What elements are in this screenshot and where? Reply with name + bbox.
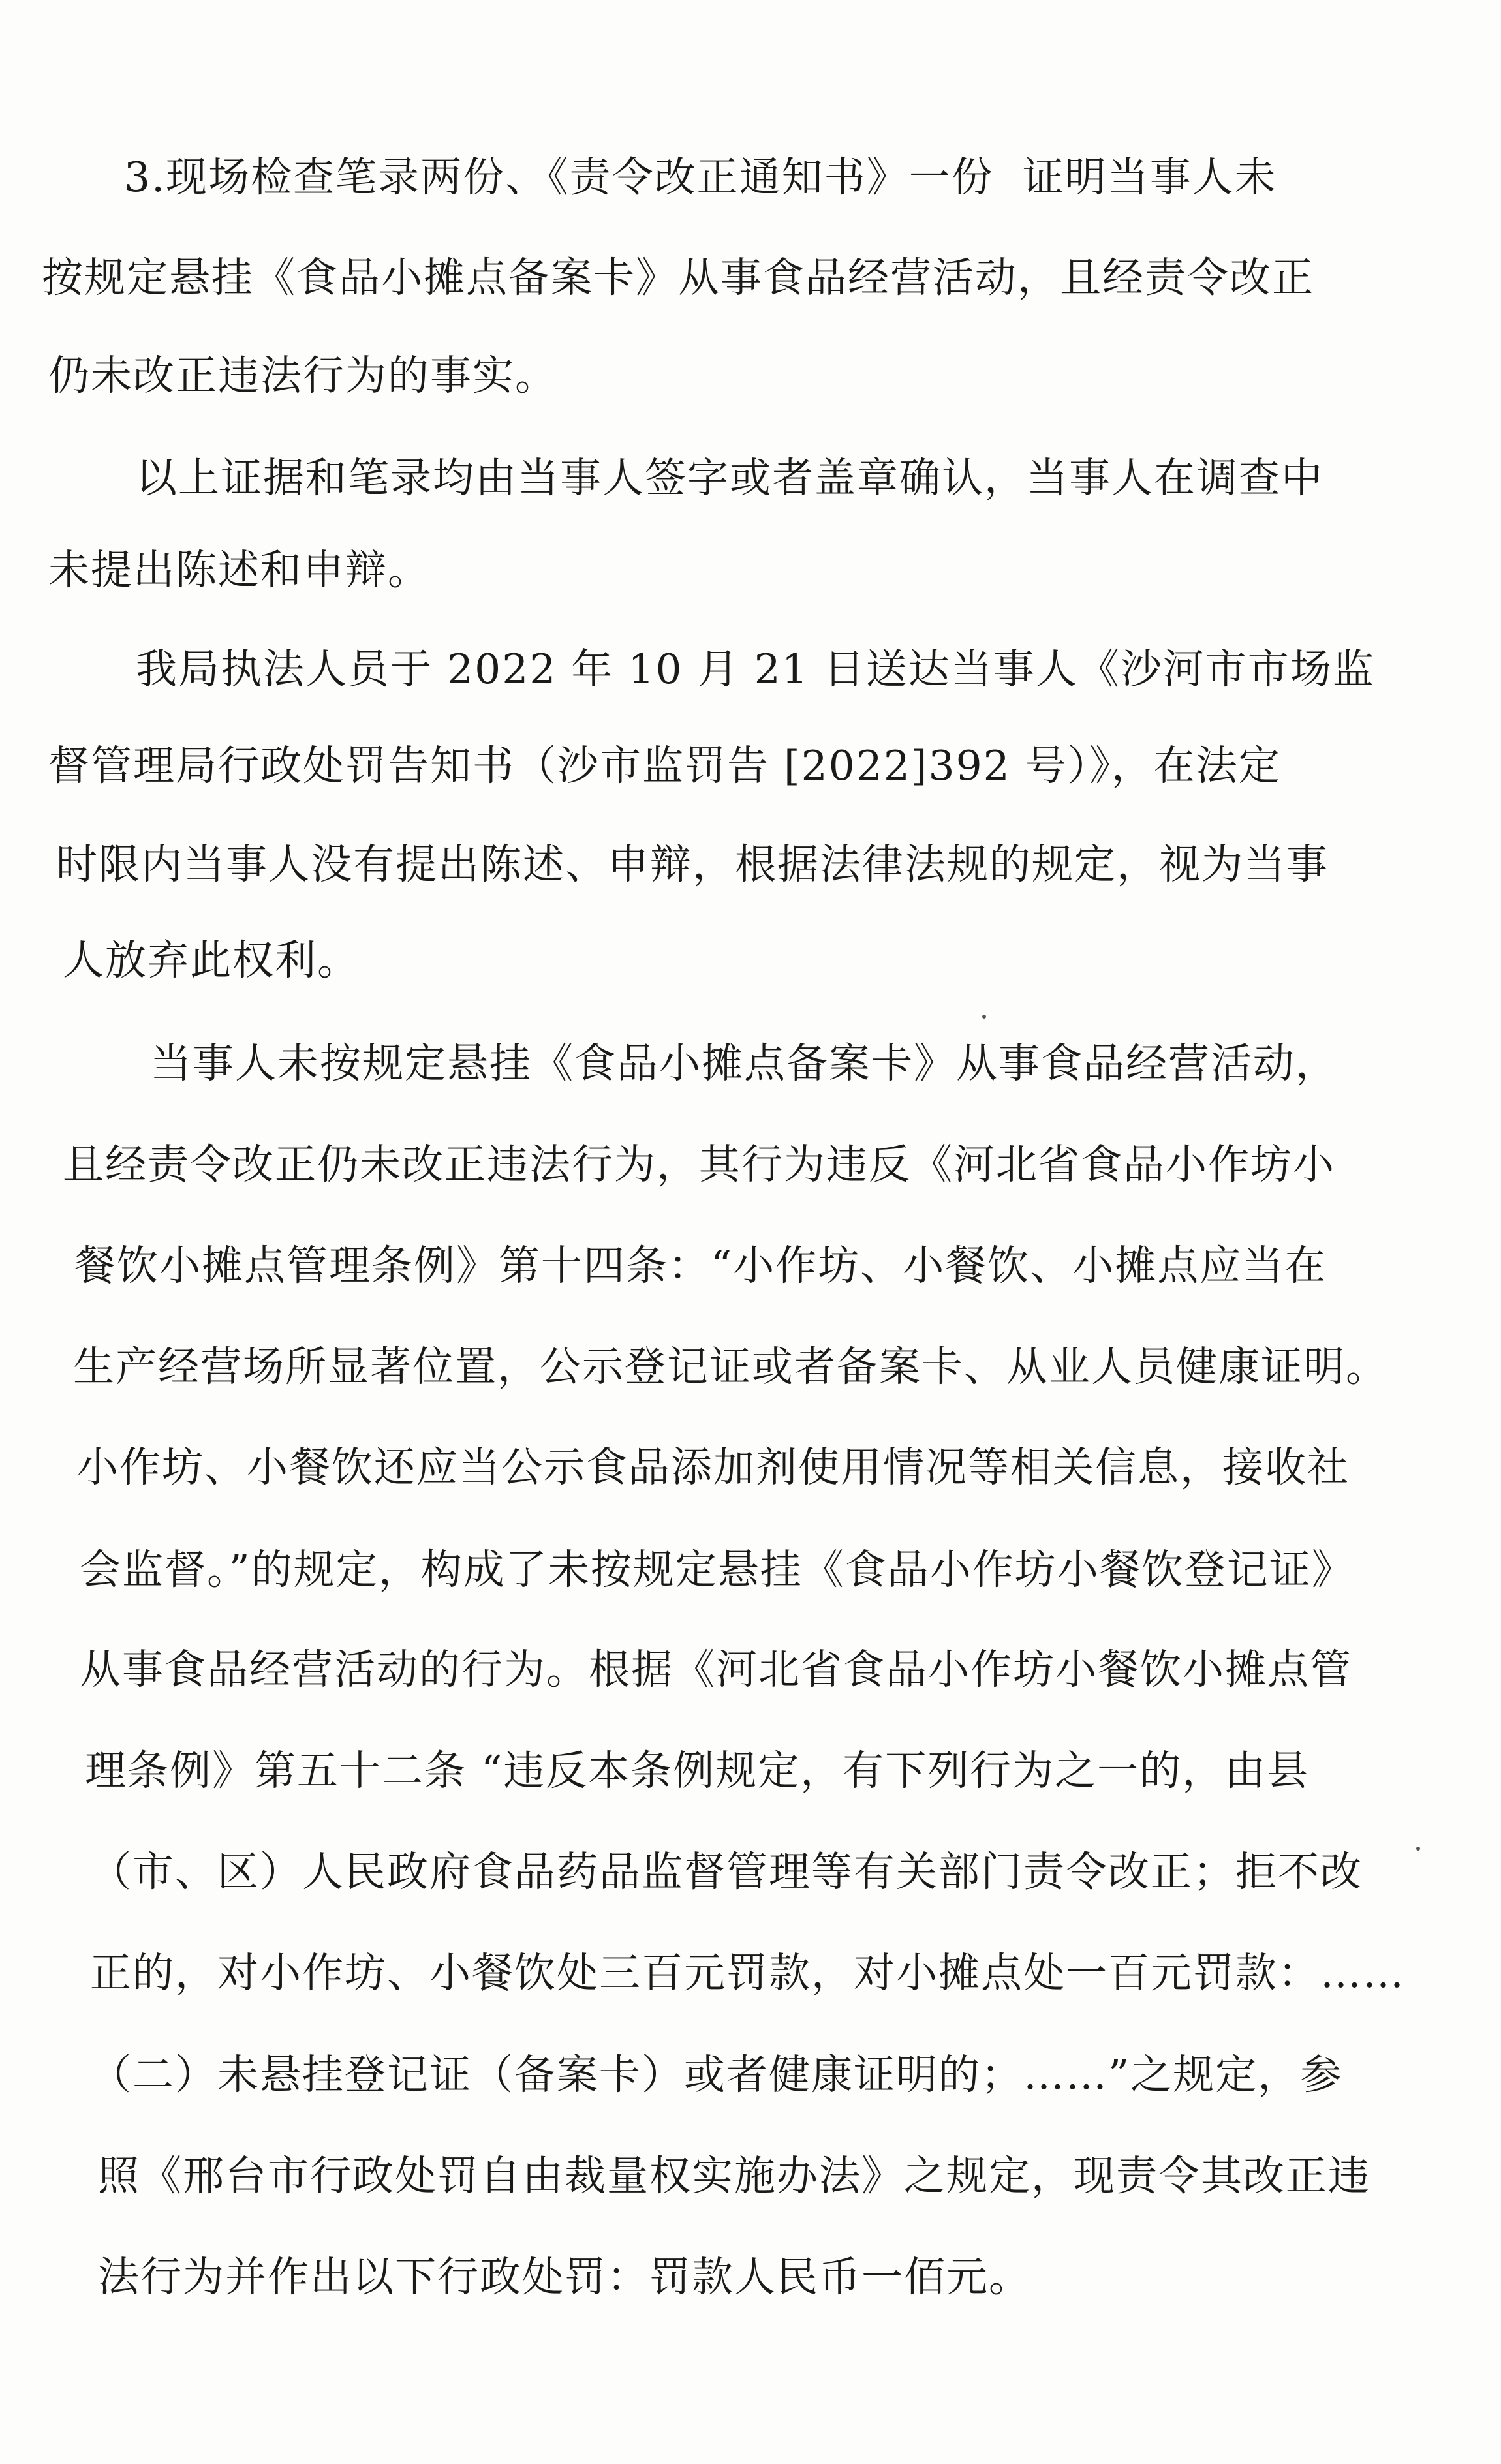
text-line-4: 以上证据和笔录均由当事人签字或者盖章确认，当事人在调查中 [136, 454, 1323, 502]
text-line-16: 从事食品经营活动的行为。根据《河北省食品小作坊小餐饮小摊点管 [80, 1646, 1352, 1693]
text-line-19: 正的，对小作坊、小餐饮处三百元罚款，对小摊点处一百元罚款：…… [90, 1949, 1405, 1997]
text-line-20: （二）未悬挂登记证（备案卡）或者健康证明的；……”之规定，参 [90, 2051, 1343, 2099]
text-line-11: 且经责令改正仍未改正违法行为，其行为违反《河北省食品小作坊小 [63, 1141, 1335, 1188]
text-line-14: 小作坊、小餐饮还应当公示食品添加剂使用情况等相关信息，接收社 [77, 1443, 1350, 1491]
text-line-2: 按规定悬挂《食品小摊点备案卡》从事食品经营活动，且经责令改正 [42, 254, 1314, 301]
text-line-8: 时限内当事人没有提出陈述、申辩，根据法律法规的规定，视为当事 [56, 840, 1329, 888]
text-line-13: 生产经营场所显著位置，公示登记证或者备案卡、从业人员健康证明。 [73, 1343, 1388, 1391]
scan-speck [982, 1015, 986, 1019]
text-line-1: 3.现场检查笔录两份、《责令改正通知书》一份 证明当事人未 [124, 153, 1277, 201]
text-line-10: 当事人未按规定悬挂《食品小摊点备案卡》从事食品经营活动， [150, 1040, 1338, 1087]
text-line-5: 未提出陈述和申辩。 [48, 546, 430, 594]
text-line-6: 我局执法人员于 2022 年 10 月 21 日送达当事人《沙河市市场监 [136, 645, 1375, 693]
scan-speck [1416, 1847, 1420, 1851]
text-line-18: （市、区）人民政府食品药品监督管理等有关部门责令改正；拒不改 [90, 1848, 1363, 1896]
text-line-12: 餐饮小摊点管理条例》第十四条：“小作坊、小餐饮、小摊点应当在 [74, 1242, 1327, 1289]
text-line-21: 照《邢台市行政处罚自由裁量权实施办法》之规定，现责令其改正违 [98, 2152, 1370, 2200]
text-line-3: 仍未改正违法行为的事实。 [48, 352, 557, 399]
text-line-17: 理条例》第五十二条 “违反本条例规定，有下列行为之一的，由县 [85, 1747, 1310, 1794]
text-line-22: 法行为并作出以下行政处罚：罚款人民币一佰元。 [98, 2253, 1031, 2301]
text-line-9: 人放弃此权利。 [63, 936, 360, 984]
text-line-7: 督管理局行政处罚告知书（沙市监罚告 [2022]392 号）》，在法定 [48, 742, 1281, 790]
text-line-15: 会监督。”的规定，构成了未按规定悬挂《食品小作坊小餐饮登记证》 [80, 1546, 1354, 1594]
